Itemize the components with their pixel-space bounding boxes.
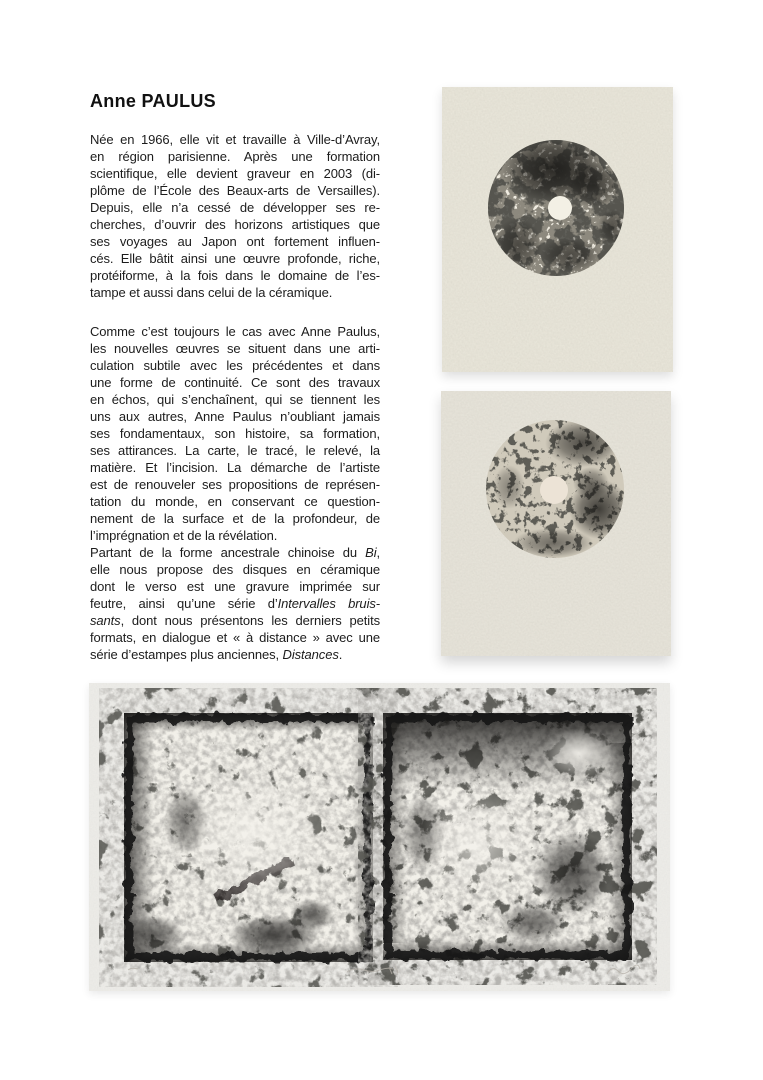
- etching-left: [124, 713, 373, 962]
- text-line: l’imprégnation et de la révélation.: [90, 528, 278, 543]
- text-line: feutre, ainsi qu’une série d’Intervalles bruis-: [90, 596, 380, 611]
- text-line: dont le verso est une gravure imprimée sur: [90, 579, 380, 594]
- text-line: matière. Et l’incision. La démarche de l’artiste: [90, 460, 380, 475]
- text-line: plôme de l’École des Beaux-arts de Versailles).: [90, 183, 380, 198]
- text-line: en région parisienne. Après une formation: [90, 149, 380, 164]
- text-line: cés. Elle bâtit ainsi une œuvre profonde, riche,: [90, 251, 380, 266]
- text-line: culation subtile avec les précédentes et dans: [90, 358, 380, 373]
- article-text-column: [90, 92, 380, 663]
- text-line: uns aux autres, Anne Paulus n’oubliant jamais: [90, 409, 380, 424]
- text-line: est de renouveler ses propositions de représen-: [90, 477, 380, 492]
- text-line: elle nous propose des disques en céramique: [90, 562, 380, 577]
- text-line: Née en 1966, elle vit et travaille à Ville-d’Avray,: [90, 132, 380, 147]
- text-line: formats, en dialogue et « à distance » avec une: [90, 630, 380, 645]
- article-paragraphs: [90, 131, 380, 663]
- paragraph: [90, 131, 380, 301]
- text-line: sants, dont nous présentons les derniers petits: [90, 613, 380, 628]
- text-line: tation du monde, en conservant ce question-: [90, 494, 380, 509]
- page-title: Anne PAULUS: [90, 91, 216, 111]
- text-line: protéiforme, à la fois dans le domaine de l’es-: [90, 268, 380, 283]
- text-line: scientifique, elle devient graveur en 2003 (di-: [90, 166, 380, 181]
- text-line: en échos, qui s’enchaînent, qui se tiennent les: [90, 392, 380, 407]
- text-line: une forme de continuité. Ce sont des travaux: [90, 375, 380, 390]
- bi-disc-2-image: [441, 391, 671, 656]
- paragraph: [90, 544, 380, 663]
- text-line: ses fondamentaux, son histoire, sa formation,: [90, 426, 380, 441]
- text-line: Depuis, elle n’a cessé de développer ses re-: [90, 200, 380, 215]
- etching-right: [383, 713, 632, 960]
- text-line: tampe et aussi dans celui de la céramique.: [90, 285, 333, 300]
- text-line: Partant de la forme ancestrale chinoise du Bi,: [90, 545, 380, 560]
- artwork-photo-bi-disc-1: [442, 87, 673, 372]
- text-line: les nouvelles œuvres se situent dans une arti-: [90, 341, 380, 356]
- text-line: ses attirances. La carte, le tracé, le relevé, la: [90, 443, 380, 458]
- text-line: Comme c’est toujours le cas avec Anne Paulus,: [90, 324, 380, 339]
- artwork-photo-etchings-diptych: [89, 683, 670, 991]
- text-line: cherches, d’ouvrir des horizons artistiques que: [90, 217, 380, 232]
- text-line: série d’estampes plus anciennes, Distances.: [90, 647, 343, 662]
- bi-disc-1-image: [442, 87, 673, 372]
- text-line: nement de la surface et de la profondeur, de: [90, 511, 380, 526]
- paragraph: [90, 323, 380, 544]
- etchings-diptych-image: [89, 683, 670, 991]
- artwork-photo-bi-disc-2: [441, 391, 671, 656]
- text-line: ses voyages au Japon ont fortement influen-: [90, 234, 380, 249]
